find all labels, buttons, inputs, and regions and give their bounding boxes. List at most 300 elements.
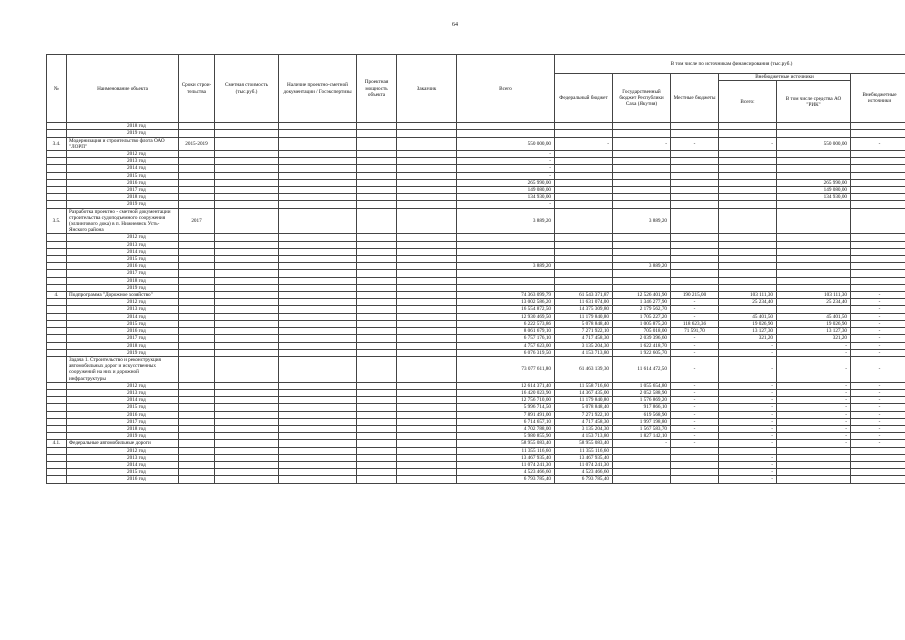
cell-capacity — [357, 328, 397, 335]
cell-ob-rik: 25 234,40 — [777, 299, 851, 306]
cell-total: 16 420 023,90 — [457, 389, 555, 396]
cell-ob-rik — [777, 256, 851, 263]
cell-federal — [555, 123, 613, 130]
year-row — [47, 270, 905, 277]
cell-ob-total — [719, 241, 777, 248]
cell-name: 2016 год — [67, 476, 179, 483]
cell-total: 7 891 491,00 — [457, 411, 555, 418]
cell-name: 2016 год — [67, 328, 179, 335]
cell-federal: 11 179 840,80 — [555, 313, 613, 320]
cell-cost — [215, 306, 279, 313]
cell-term — [179, 411, 215, 418]
cell-cost — [215, 349, 279, 356]
cell-local: - — [671, 306, 719, 313]
cell-no: 3.4. — [47, 137, 67, 150]
cell-expertise — [279, 447, 357, 454]
cell-ob-total: - — [719, 469, 777, 476]
cell-local — [671, 284, 719, 291]
cell-expertise — [279, 433, 357, 440]
cell-federal — [555, 284, 613, 291]
cell-no — [47, 335, 67, 342]
cell-ob-total — [719, 194, 777, 201]
cell-ob-other — [851, 130, 905, 137]
cell-cost — [215, 320, 279, 327]
cell-ob-total — [719, 256, 777, 263]
cell-republic — [613, 476, 671, 483]
cell-capacity — [357, 461, 397, 468]
cell-republic: 1 997 198,80 — [613, 418, 671, 425]
cell-republic — [613, 172, 671, 179]
cell-total: 3 889,20 — [457, 263, 555, 270]
cell-local — [671, 208, 719, 234]
cell-ob-other: - — [851, 320, 905, 327]
year-row — [47, 328, 905, 335]
item-row — [47, 292, 905, 299]
cell-federal: 61 463 139,30 — [555, 356, 613, 382]
cell-local: - — [671, 433, 719, 440]
cell-ob-total: - — [719, 461, 777, 468]
cell-term — [179, 292, 215, 299]
cell-ob-other — [851, 123, 905, 130]
cell-customer — [397, 123, 457, 130]
cell-local: - — [671, 425, 719, 432]
cell-customer — [397, 349, 457, 356]
cell-no — [47, 179, 67, 186]
cell-customer — [397, 313, 457, 320]
cell-name: 2014 год — [67, 397, 179, 404]
cell-expertise — [279, 469, 357, 476]
cell-ob-other: - — [851, 328, 905, 335]
cell-name: 2012 год — [67, 151, 179, 158]
cell-customer — [397, 461, 457, 468]
cell-ob-rik — [777, 461, 851, 468]
cell-republic: 917 866,10 — [613, 404, 671, 411]
cell-ob-other: - — [851, 349, 905, 356]
cell-capacity — [357, 320, 397, 327]
cell-ob-total: - — [719, 404, 777, 411]
cell-ob-rik — [777, 263, 851, 270]
cell-total: 149 080,00 — [457, 187, 555, 194]
header-ob-total: Всего: — [719, 81, 777, 123]
cell-capacity — [357, 418, 397, 425]
cell-ob-total: - — [719, 342, 777, 349]
header-republic: Государственный бюджет Республики Саха (Якутия) — [613, 74, 671, 123]
cell-total: 11 355 116,60 — [457, 447, 555, 454]
cell-local: - — [671, 299, 719, 306]
cell-no — [47, 320, 67, 327]
cell-local: - — [671, 389, 719, 396]
cell-total — [457, 234, 555, 241]
cell-customer — [397, 447, 457, 454]
cell-ob-rik: - — [777, 389, 851, 396]
cell-no — [47, 172, 67, 179]
cell-ob-other: - — [851, 425, 905, 432]
year-row — [47, 194, 905, 201]
cell-cost — [215, 277, 279, 284]
cell-customer — [397, 234, 457, 241]
cell-customer — [397, 256, 457, 263]
cell-ob-other — [851, 476, 905, 483]
cell-no — [47, 277, 67, 284]
cell-expertise — [279, 397, 357, 404]
cell-ob-total — [719, 165, 777, 172]
cell-capacity — [357, 201, 397, 208]
cell-ob-other: - — [851, 306, 905, 313]
cell-capacity — [357, 130, 397, 137]
cell-no — [47, 313, 67, 320]
cell-capacity — [357, 151, 397, 158]
cell-no — [47, 461, 67, 468]
cell-customer — [397, 389, 457, 396]
cell-total — [457, 270, 555, 277]
cell-ob-other: - — [851, 418, 905, 425]
cell-ob-total — [719, 179, 777, 186]
cell-customer — [397, 328, 457, 335]
cell-republic — [613, 447, 671, 454]
cell-ob-other: - — [851, 411, 905, 418]
cell-expertise — [279, 137, 357, 150]
cell-no — [47, 256, 67, 263]
cell-capacity — [357, 397, 397, 404]
cell-cost — [215, 447, 279, 454]
cell-ob-other — [851, 172, 905, 179]
cell-total — [457, 241, 555, 248]
table-header — [47, 55, 905, 123]
cell-expertise — [279, 454, 357, 461]
header-local: Местные бюджеты — [671, 74, 719, 123]
cell-federal: 14 367 435,00 — [555, 389, 613, 396]
cell-ob-other — [851, 201, 905, 208]
cell-name: 2018 год — [67, 194, 179, 201]
cell-ob-rik — [777, 130, 851, 137]
cell-expertise — [279, 270, 357, 277]
cell-term — [179, 382, 215, 389]
cell-local: 190 215,00 — [671, 292, 719, 299]
cell-expertise — [279, 356, 357, 382]
cell-term — [179, 284, 215, 291]
header-sources-group: В том числе по источникам финансирования (тыс.руб.) — [555, 55, 905, 74]
cell-total: 6 757 176,10 — [457, 335, 555, 342]
cell-no — [47, 123, 67, 130]
cell-capacity — [357, 447, 397, 454]
cell-local — [671, 277, 719, 284]
cell-local — [671, 158, 719, 165]
cell-customer — [397, 137, 457, 150]
cell-customer — [397, 356, 457, 382]
cell-federal: 4 153 713,80 — [555, 349, 613, 356]
cell-ob-rik — [777, 208, 851, 234]
cell-ob-rik: 45 401,50 — [777, 313, 851, 320]
cell-ob-rik — [777, 476, 851, 483]
cell-capacity — [357, 356, 397, 382]
cell-ob-rik: - — [777, 382, 851, 389]
cell-cost — [215, 425, 279, 432]
cell-republic: 1 567 583,70 — [613, 425, 671, 432]
cell-expertise — [279, 123, 357, 130]
cell-total: 13 467 935,40 — [457, 454, 555, 461]
cell-republic: 11 614 472,50 — [613, 356, 671, 382]
cell-ob-total — [719, 277, 777, 284]
cell-customer — [397, 201, 457, 208]
cell-republic — [613, 241, 671, 248]
cell-term — [179, 349, 215, 356]
cell-ob-other — [851, 248, 905, 255]
cell-local — [671, 248, 719, 255]
year-row — [47, 299, 905, 306]
cell-total: 5 980 855,90 — [457, 433, 555, 440]
cell-local: - — [671, 137, 719, 150]
cell-total — [457, 256, 555, 263]
cell-republic — [613, 123, 671, 130]
cell-ob-rik — [777, 172, 851, 179]
cell-ob-rik — [777, 469, 851, 476]
cell-name: 2012 год — [67, 299, 179, 306]
cell-name: 2013 год — [67, 158, 179, 165]
cell-cost — [215, 234, 279, 241]
cell-no — [47, 241, 67, 248]
cell-republic: 1 827 142,10 — [613, 433, 671, 440]
cell-name: 2017 год — [67, 335, 179, 342]
year-row — [47, 284, 905, 291]
cell-no — [47, 382, 67, 389]
cell-total: 11 074 241,30 — [457, 461, 555, 468]
cell-term — [179, 187, 215, 194]
cell-ob-rik — [777, 165, 851, 172]
cell-total: - — [457, 172, 555, 179]
cell-term — [179, 277, 215, 284]
cell-term — [179, 299, 215, 306]
cell-name: 2013 год — [67, 389, 179, 396]
cell-term — [179, 263, 215, 270]
cell-capacity — [357, 158, 397, 165]
cell-cost — [215, 165, 279, 172]
cell-republic — [613, 461, 671, 468]
year-row — [47, 248, 905, 255]
year-row — [47, 263, 905, 270]
cell-cost — [215, 433, 279, 440]
cell-ob-other: - — [851, 356, 905, 382]
cell-expertise — [279, 404, 357, 411]
item-row — [47, 356, 905, 382]
cell-republic — [613, 256, 671, 263]
cell-no — [47, 299, 67, 306]
cell-total — [457, 284, 555, 291]
year-row — [47, 335, 905, 342]
cell-expertise — [279, 313, 357, 320]
cell-ob-total: - — [719, 440, 777, 447]
cell-ob-other — [851, 270, 905, 277]
cell-capacity — [357, 248, 397, 255]
cell-ob-other — [851, 208, 905, 234]
cell-ob-total: 25 234,40 — [719, 299, 777, 306]
cell-ob-other — [851, 284, 905, 291]
cell-ob-total: - — [719, 454, 777, 461]
cell-name: Задача 1. Строительство и реконструкция автомобильных дорог и искусственных сооружений на них и дорожной инфраструктуры — [67, 356, 179, 382]
cell-ob-total: 103 111,30 — [719, 292, 777, 299]
cell-federal — [555, 187, 613, 194]
cell-customer — [397, 299, 457, 306]
cell-ob-rik: 550 000,00 — [777, 137, 851, 150]
cell-cost — [215, 313, 279, 320]
cell-capacity — [357, 476, 397, 483]
cell-local: - — [671, 335, 719, 342]
cell-term — [179, 476, 215, 483]
cell-total: 6 793 785,40 — [457, 476, 555, 483]
cell-local — [671, 461, 719, 468]
cell-republic — [613, 158, 671, 165]
cell-expertise — [279, 292, 357, 299]
cell-ob-total: - — [719, 389, 777, 396]
cell-cost — [215, 241, 279, 248]
cell-no — [47, 187, 67, 194]
cell-capacity — [357, 342, 397, 349]
cell-expertise — [279, 389, 357, 396]
cell-federal: 14 375 309,80 — [555, 306, 613, 313]
year-row — [47, 389, 905, 396]
cell-local: - — [671, 418, 719, 425]
year-row — [47, 158, 905, 165]
cell-term — [179, 328, 215, 335]
cell-term — [179, 404, 215, 411]
cell-capacity — [357, 194, 397, 201]
cell-term — [179, 248, 215, 255]
cell-total: 6 222 573,86 — [457, 320, 555, 327]
cell-name: 2015 год — [67, 320, 179, 327]
cell-capacity — [357, 270, 397, 277]
year-row — [47, 130, 905, 137]
cell-local — [671, 454, 719, 461]
cell-ob-total: - — [719, 137, 777, 150]
cell-name: 2012 год — [67, 382, 179, 389]
year-row — [47, 320, 905, 327]
cell-local — [671, 241, 719, 248]
year-row — [47, 256, 905, 263]
cell-name: 2018 год — [67, 425, 179, 432]
cell-ob-other — [851, 234, 905, 241]
cell-total: 73 077 611,80 — [457, 356, 555, 382]
cell-capacity — [357, 313, 397, 320]
cell-customer — [397, 241, 457, 248]
cell-republic — [613, 179, 671, 186]
cell-name: 2019 год — [67, 130, 179, 137]
cell-ob-total — [719, 306, 777, 313]
cell-federal: 4 717 458,30 — [555, 418, 613, 425]
cell-ob-other: - — [851, 404, 905, 411]
cell-capacity — [357, 208, 397, 234]
cell-term — [179, 241, 215, 248]
cell-total — [457, 277, 555, 284]
cell-no — [47, 270, 67, 277]
cell-republic: 2 039 396,60 — [613, 335, 671, 342]
cell-ob-other: - — [851, 137, 905, 150]
cell-name: Модернизация и строительство флота ОАО "ЛОРП" — [67, 137, 179, 150]
cell-customer — [397, 425, 457, 432]
cell-no — [47, 476, 67, 483]
cell-name: 2013 год — [67, 306, 179, 313]
cell-expertise — [279, 335, 357, 342]
cell-ob-total: - — [719, 476, 777, 483]
cell-expertise — [279, 461, 357, 468]
cell-name: 2017 год — [67, 187, 179, 194]
cell-capacity — [357, 454, 397, 461]
cell-expertise — [279, 130, 357, 137]
cell-ob-other: - — [851, 313, 905, 320]
cell-expertise — [279, 476, 357, 483]
cell-ob-rik: 19 026,90 — [777, 320, 851, 327]
cell-name: 2018 год — [67, 123, 179, 130]
cell-capacity — [357, 256, 397, 263]
cell-local — [671, 187, 719, 194]
cell-term: 2017 — [179, 208, 215, 234]
cell-republic: 1 705 227,20 — [613, 313, 671, 320]
cell-cost — [215, 158, 279, 165]
cell-ob-other — [851, 158, 905, 165]
cell-ob-rik: 265 990,00 — [777, 179, 851, 186]
cell-ob-total — [719, 123, 777, 130]
cell-name: 2015 год — [67, 172, 179, 179]
cell-no — [47, 425, 67, 432]
cell-name: 2012 год — [67, 234, 179, 241]
cell-ob-other: - — [851, 292, 905, 299]
cell-ob-other: - — [851, 440, 905, 447]
cell-republic: 1 622 418,70 — [613, 342, 671, 349]
cell-cost — [215, 187, 279, 194]
year-row — [47, 418, 905, 425]
cell-customer — [397, 179, 457, 186]
cell-cost — [215, 151, 279, 158]
cell-ob-total — [719, 234, 777, 241]
cell-ob-rik: - — [777, 404, 851, 411]
cell-capacity — [357, 187, 397, 194]
cell-term — [179, 201, 215, 208]
cell-term — [179, 461, 215, 468]
cell-customer — [397, 335, 457, 342]
cell-cost — [215, 328, 279, 335]
cell-no — [47, 411, 67, 418]
cell-federal: 7 271 922,10 — [555, 411, 613, 418]
cell-name: 2014 год — [67, 313, 179, 320]
cell-name: 2018 год — [67, 342, 179, 349]
cell-local — [671, 469, 719, 476]
cell-no — [47, 404, 67, 411]
cell-ob-total: - — [719, 382, 777, 389]
cell-no — [47, 469, 67, 476]
cell-customer — [397, 433, 457, 440]
cell-local — [671, 234, 719, 241]
cell-ob-other — [851, 454, 905, 461]
cell-total: 265 990,00 — [457, 179, 555, 186]
cell-ob-total: 19 026,90 — [719, 320, 777, 327]
cell-republic: 705 018,00 — [613, 328, 671, 335]
header-cost: Сметная стоимость (тыс.руб.) — [215, 55, 279, 123]
cell-cost — [215, 454, 279, 461]
table-body — [47, 123, 905, 483]
cell-ob-total: - — [719, 397, 777, 404]
cell-local: - — [671, 397, 719, 404]
cell-name: 2017 год — [67, 418, 179, 425]
cell-ob-other — [851, 256, 905, 263]
cell-cost — [215, 123, 279, 130]
cell-federal: 11 179 840,80 — [555, 397, 613, 404]
cell-republic — [613, 187, 671, 194]
cell-total: 5 996 714,50 — [457, 404, 555, 411]
year-row — [47, 151, 905, 158]
cell-expertise — [279, 342, 357, 349]
cell-ob-rik: - — [777, 349, 851, 356]
cell-ob-other — [851, 194, 905, 201]
cell-capacity — [357, 284, 397, 291]
cell-total — [457, 130, 555, 137]
